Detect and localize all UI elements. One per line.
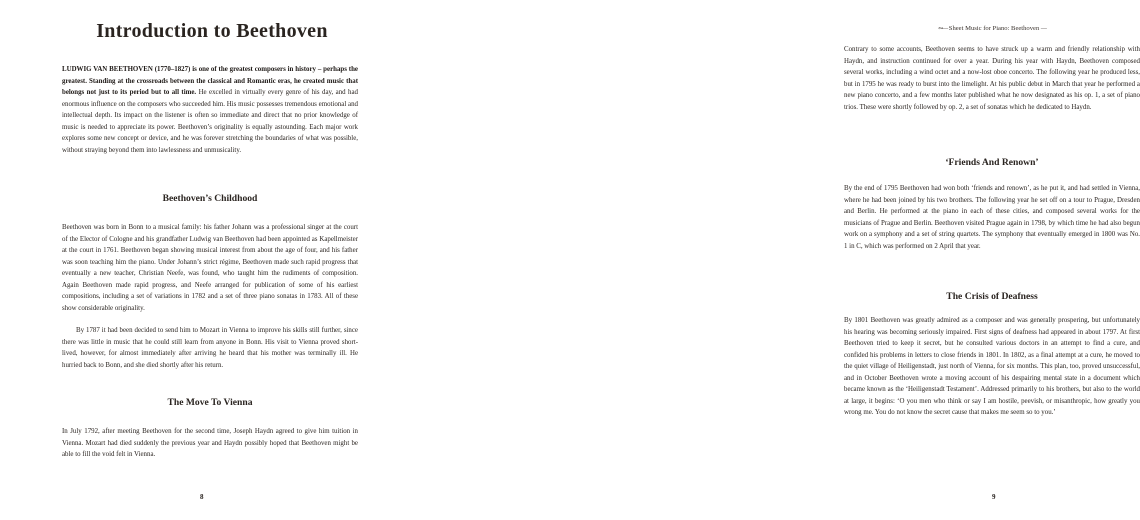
left-page (0, 0, 400, 520)
intro-lead-text: LUDWIG VAN BEETHOVEN (1770–1827) is one of the greatest composers in history – perhaps the greatest. Standing at the crossroads between the classical and Romantic eras, he created music that belongs not just to its period but to all time. (62, 66, 358, 96)
section-heading-friends: ‘Friends And Renown’ (945, 157, 1039, 168)
childhood-paragraph-1: Beethoven was born in Bonn to a musical family: his father Johann was a professional singer at the court of the Elector of Cologne and his grandfather Ludwig van Beethoven had been appointed as Kapellmeister at the court in 1761. Beethoven began showing musical interest from about the age of four, and his father was soon teaching him the piano. Under Johann’s strict régime, Beethoven made such rapid progress that eventually a new teacher, Christian Neefe, was found, who taught him the rudiments of composition. Again Beethoven made rapid progress, and Neefe arranged for publication of some of his earliest compositions, including a set of variations in 1782 and a set of three piano sonatas in 1783. All of these show considerable originality. (62, 224, 358, 312)
intro-body-text: He excelled in virtually every genre of his day, and had enormous influence on the composers who succeeded him. His music possesses tremendous emotional and intellectual depth. Its impact on the listener is often so immediate and direct that no prior knowledge of music is needed to appreciate its power. Beethoven’s originality is equally astounding. Each major work explores some new concept or device, and he was forever stretching the boundaries of what was possible, without straying beyond them into lawlessness and unmusicality. (62, 89, 358, 154)
section-heading-vienna: The Move To Vienna (167, 397, 253, 408)
running-head-ornament: ∾— (938, 26, 948, 32)
running-head-text: Sheet Music for Piano: Beethoven (948, 25, 1040, 32)
chapter-title: Introduction to Beethoven (96, 20, 328, 42)
section-heading-childhood: Beethoven’s Childhood (162, 193, 258, 204)
page-number-right: 9 (992, 493, 996, 501)
page-number-left: 8 (200, 493, 204, 501)
vienna-paragraph: In July 1792, after meeting Beethoven for the second time, Joseph Haydn agreed to give him tuition in Vienna. Mozart had died suddenly the previous year and Haydn possibly hoped that Beethoven might be able to fill the void felt in Vienna. (62, 428, 358, 458)
deafness-paragraph: By 1801 Beethoven was greatly admired as a composer and was generally prospering, but unfortunately his hearing was becoming seriously impaired. First signs of deafness had appeared in about 1797. At first Beethoven tried to keep it secret, but he consulted various doctors in an attempt to find a cure, and confided his problems in letters to close friends in 1801. In 1802, as a final attempt at a cure, he moved to the quiet village of Heiligenstadt, just north of Vienna, for six months. This plan, too, proved unsuccessful, and in October Beethoven wrote a moving account of his despairing mental state in a document which became known as the ‘Heiligenstadt Testament’. Addressed primarily to his brothers, but also to the world at large, it begins: ‘O you men who think or say I am hostile, peevish, or misanthropic, how greatly you wrong me. You do not know the secret cause that makes me seem so to you.’ (844, 317, 1140, 416)
section-heading-deafness: The Crisis of Deafness (946, 291, 1038, 302)
intro-paragraph (62, 64, 358, 156)
running-head-ornament-end: — (1040, 26, 1046, 32)
right-page (400, 0, 1140, 520)
continued-paragraph: Contrary to some accounts, Beethoven seems to have struck up a warm and friendly relationship with Haydn, and instruction continued for over a year. During his year with Haydn, Beethoven composed several works, including a wind octet and a now-lost oboe concerto. The following year he produced less, but in 1795 he was ready to burst into the limelight. At his public debut in March that year he performed a new piano concerto, and a few months later published what he now designated as his op. 1, a set of piano trios. These were shortly followed by op. 2, a set of sonatas which he dedicated to Haydn. (844, 46, 1140, 111)
running-head (844, 25, 1140, 32)
friends-paragraph: By the end of 1795 Beethoven had won both ‘friends and renown’, as he put it, and had settled in Vienna, where he had been joined by his two brothers. The following year he set off on a tour to Prague, Dresden and Berlin. He performed at the piano in each of these cities, and composed several works for the musicians of Prague and Berlin. Beethoven visited Prague again in 1798, by which time he had also begun work on a symphony and a set of string quartets. The symphony that eventually emerged in 1800 was No. 1 in C, which was performed on 2 April that year. (844, 185, 1140, 250)
childhood-paragraph-2: By 1787 it had been decided to send him to Mozart in Vienna to improve his skills still further, since there was little in music that he could still learn from anyone in Bonn. His visit to Vienna proved short-lived, however, for almost immediately after arriving he heard that his mother was terminally ill. He hurried back to Bonn, and she died shortly after his return. (62, 327, 358, 369)
